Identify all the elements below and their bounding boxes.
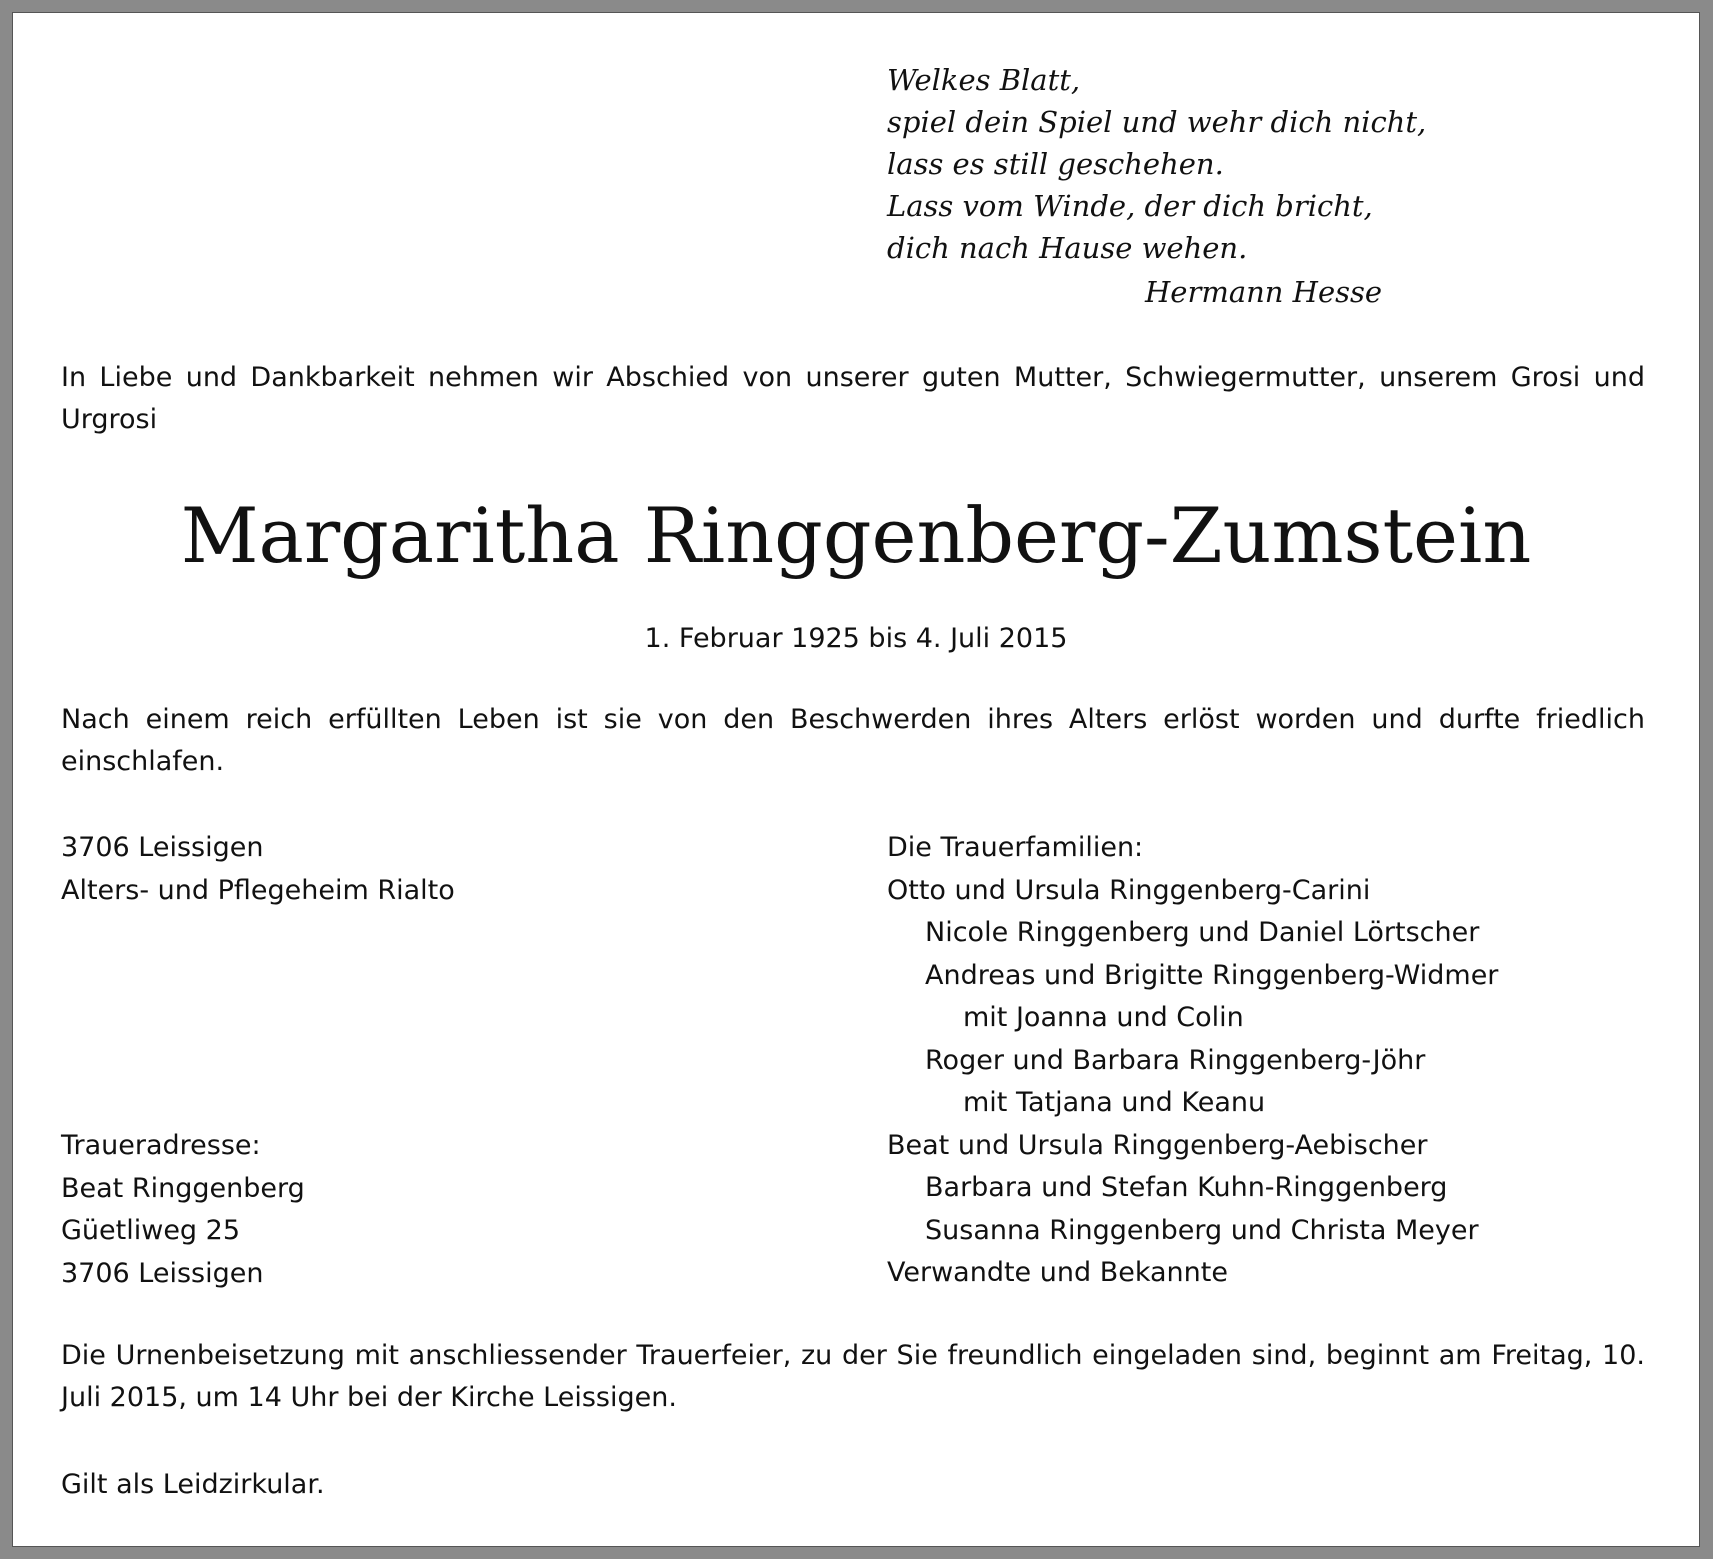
family-entry: Verwandte und Bekannte [887, 1257, 1228, 1288]
obituary-notice [12, 12, 1700, 1547]
family-entry: Otto und Ursula Ringgenberg-Carini [887, 874, 1371, 906]
families-block [887, 827, 1498, 1295]
family-entry: Susanna Ringgenberg und Christa Meyer [925, 1214, 1479, 1246]
family-entry: Beat und Ursula Ringgenberg-Aebischer [887, 1129, 1428, 1161]
poem-line: Welkes Blatt, [887, 63, 1081, 97]
life-text: Nach einem reich erfüllten Leben ist sie von den Beschwerden ihres Alters erlöst worden und durfte friedlich einschlafen. [61, 704, 1645, 777]
families-label: Die Trauerfamilien: [887, 832, 1144, 863]
poem-line: dich nach Hause wehen. [887, 231, 1248, 265]
family-entry: Andreas und Brigitte Ringgenberg-Widmer [925, 959, 1499, 991]
poem-line: Lass vom Winde, der dich bricht, [887, 189, 1373, 223]
family-entry: Barbara und Stefan Kuhn-Ringgenberg [925, 1172, 1448, 1203]
closing-text: Gilt als Leidzirkular. [61, 1469, 325, 1500]
intro-text: In Liebe und Dankbarkeit nehmen wir Abschied von unserer guten Mutter, Schwiegermutter, unserem Grosi und Urgrosi [61, 362, 1645, 435]
mourning-address-name: Beat Ringgenberg [61, 1172, 305, 1204]
mourning-address-block [61, 1125, 305, 1295]
poem-line: spiel dein Spiel und wehr dich nicht, [887, 105, 1427, 139]
mourning-address-street: Güetliweg 25 [61, 1215, 241, 1246]
residence-block [61, 827, 455, 912]
poem [887, 59, 1427, 269]
family-entry: Nicole Ringgenberg und Daniel Lörtscher [925, 917, 1480, 948]
family-entry: mit Tatjana und Keanu [963, 1087, 1266, 1118]
life-dates: 1. Februar 1925 bis 4. Juli 2015 [644, 623, 1068, 654]
family-entry: Roger und Barbara Ringgenberg-Jöhr [925, 1044, 1426, 1076]
burial-text: Die Urnenbeisetzung mit anschliessender Trauerfeier, zu der Sie freundlich eingeladen sind, beginnt am Freitag, 10. Juli 2015, um 14 Uhr bei der Kirche Leissigen. [61, 1340, 1645, 1413]
mourning-address-label: Traueradresse: [61, 1130, 261, 1161]
poem-line: lass es still geschehen. [887, 147, 1224, 181]
deceased-name: Margaritha Ringgenberg-Zumstein [180, 491, 1532, 580]
residence-line: Alters- und Pflegeheim Rialto [61, 874, 455, 906]
poem-author: Hermann Hesse [1145, 275, 1383, 309]
family-entry: mit Joanna und Colin [963, 1002, 1244, 1033]
residence-line: 3706 Leissigen [61, 832, 264, 863]
mourning-address-city: 3706 Leissigen [61, 1257, 264, 1289]
